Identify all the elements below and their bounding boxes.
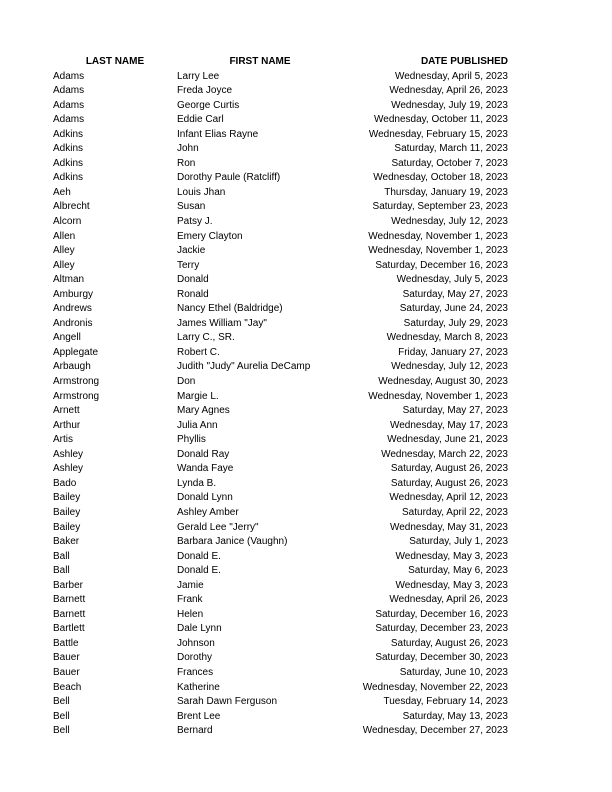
date-published-cell: Wednesday, May 31, 2023 <box>389 521 508 533</box>
date-published-cell: Saturday, July 1, 2023 <box>409 536 508 548</box>
date-published-cell: Wednesday, July 12, 2023 <box>391 361 508 373</box>
last-name-cell: Ashley <box>53 463 84 475</box>
last-name-cell: Bartlett <box>53 623 85 635</box>
first-name-column-header: FIRST NAME <box>229 56 291 67</box>
last-name-cell: Altman <box>53 274 85 286</box>
first-name-cell: Donald E. <box>177 565 221 577</box>
last-name-cell: Artis <box>53 434 73 446</box>
table-row <box>53 244 508 259</box>
last-name-cell: Alcorn <box>53 216 82 228</box>
date-published-column-header: DATE PUBLISHED <box>420 56 508 67</box>
date-published-cell: Thursday, January 19, 2023 <box>384 186 508 198</box>
date-published-cell: Wednesday, April 5, 2023 <box>394 70 508 82</box>
date-published-cell: Saturday, July 29, 2023 <box>403 317 508 329</box>
table-row <box>53 681 508 696</box>
date-published-cell: Wednesday, April 26, 2023 <box>389 85 508 97</box>
first-name-cell: Julia Ann <box>177 419 218 431</box>
first-name-cell: Johnson <box>177 637 215 649</box>
first-name-cell: Phyllis <box>177 434 206 446</box>
first-name-cell: John <box>177 143 199 155</box>
first-name-cell: Katherine <box>177 681 220 693</box>
date-published-cell: Wednesday, August 30, 2023 <box>378 376 508 388</box>
first-name-cell: Dorothy <box>177 652 213 664</box>
first-name-cell: Emery Clayton <box>177 230 243 242</box>
last-name-cell: Angell <box>53 332 81 344</box>
last-name-cell: Allen <box>53 230 76 242</box>
last-name-cell: Adams <box>53 85 85 97</box>
table-row <box>53 651 508 666</box>
first-name-cell: Eddie Carl <box>177 114 224 126</box>
date-published-cell: Saturday, September 23, 2023 <box>372 201 508 213</box>
first-name-cell: Bernard <box>177 725 213 737</box>
table-row <box>53 128 508 143</box>
table-row <box>53 521 508 536</box>
date-published-cell: Wednesday, July 5, 2023 <box>396 274 508 286</box>
table-row <box>53 215 508 230</box>
last-name-cell: Arnett <box>53 405 80 417</box>
first-name-cell: Margie L. <box>177 390 219 402</box>
date-published-cell: Saturday, August 26, 2023 <box>390 477 508 489</box>
table-row <box>53 346 508 361</box>
table-row <box>53 404 508 419</box>
table-row <box>53 637 508 652</box>
last-name-cell: Amburgy <box>53 288 94 300</box>
table-row <box>53 724 508 739</box>
first-name-cell: Brent Lee <box>177 710 221 722</box>
first-name-cell: Ashley Amber <box>177 506 239 518</box>
date-published-cell: Wednesday, April 12, 2023 <box>389 492 508 504</box>
first-name-cell: Judith "Judy" Aurelia DeCamp <box>177 361 311 373</box>
table-row <box>53 506 508 521</box>
date-published-cell: Wednesday, July 19, 2023 <box>391 99 508 111</box>
table-row <box>53 70 508 85</box>
last-name-cell: Andrews <box>53 303 92 315</box>
first-name-cell: Donald E. <box>177 550 221 562</box>
table-row <box>53 331 508 346</box>
date-published-cell: Wednesday, April 26, 2023 <box>389 594 508 606</box>
date-published-cell: Wednesday, December 27, 2023 <box>362 725 508 737</box>
first-name-cell: Barbara Janice (Vaughn) <box>177 536 288 548</box>
date-published-cell: Wednesday, October 11, 2023 <box>374 114 508 126</box>
first-name-cell: Larry Lee <box>177 70 220 82</box>
last-name-cell: Bauer <box>53 666 80 678</box>
date-published-cell: Saturday, June 10, 2023 <box>399 666 508 678</box>
first-name-cell: Ron <box>177 157 196 169</box>
table-row <box>53 142 508 157</box>
date-published-cell: Saturday, December 16, 2023 <box>375 259 508 271</box>
date-published-cell: Wednesday, May 17, 2023 <box>389 419 508 431</box>
table-row <box>53 302 508 317</box>
table-row <box>53 622 508 637</box>
last-name-cell: Bell <box>53 696 70 708</box>
first-name-cell: Don <box>177 376 196 388</box>
date-published-cell: Saturday, December 30, 2023 <box>375 652 508 664</box>
first-name-cell: Helen <box>177 608 204 620</box>
first-name-cell: George Curtis <box>177 99 240 111</box>
first-name-cell: Patsy J. <box>177 216 213 228</box>
first-name-cell: Susan <box>177 201 206 213</box>
last-name-cell: Ball <box>53 550 70 562</box>
last-name-cell: Barnett <box>53 608 86 620</box>
last-name-cell: Adams <box>53 70 85 82</box>
last-name-cell: Bado <box>53 477 77 489</box>
date-published-cell: Saturday, May 6, 2023 <box>408 565 508 577</box>
date-published-cell: Wednesday, March 22, 2023 <box>381 448 508 460</box>
last-name-cell: Alley <box>53 259 75 271</box>
table-row <box>53 695 508 710</box>
first-name-cell: Frances <box>177 666 214 678</box>
date-published-cell: Friday, January 27, 2023 <box>398 346 508 358</box>
table-row <box>53 259 508 274</box>
table-row <box>53 710 508 725</box>
date-published-cell: Saturday, December 16, 2023 <box>375 608 508 620</box>
table-row <box>53 462 508 477</box>
table-body <box>53 70 508 739</box>
last-name-cell: Armstrong <box>53 390 100 402</box>
first-name-cell: Donald <box>177 274 209 286</box>
last-name-cell: Adkins <box>53 128 84 140</box>
table-row <box>53 273 508 288</box>
table-row <box>53 390 508 405</box>
date-published-cell: Wednesday, May 3, 2023 <box>395 579 508 591</box>
table-row <box>53 579 508 594</box>
table-row <box>53 157 508 172</box>
published-names-table <box>53 55 508 739</box>
date-published-cell: Wednesday, March 8, 2023 <box>386 332 508 344</box>
last-name-cell: Bell <box>53 710 70 722</box>
first-name-cell: Mary Agnes <box>177 405 230 417</box>
last-name-cell: Adkins <box>53 143 84 155</box>
first-name-cell: Robert C. <box>177 346 220 358</box>
table-row <box>53 433 508 448</box>
last-name-cell: Arthur <box>53 419 81 431</box>
first-name-cell: Larry C., SR. <box>177 332 235 344</box>
date-published-cell: Tuesday, February 14, 2023 <box>383 696 508 708</box>
last-name-cell: Ashley <box>53 448 84 460</box>
last-name-cell: Ball <box>53 565 70 577</box>
table-row <box>53 564 508 579</box>
first-name-cell: Gerald Lee "Jerry" <box>177 521 259 533</box>
last-name-cell: Bauer <box>53 652 80 664</box>
date-published-cell: Wednesday, November 1, 2023 <box>368 390 508 402</box>
last-name-cell: Baker <box>53 536 80 548</box>
first-name-cell: Dale Lynn <box>177 623 222 635</box>
first-name-cell: Nancy Ethel (Baldridge) <box>177 303 283 315</box>
last-name-cell: Battle <box>53 637 79 649</box>
table-row <box>53 288 508 303</box>
date-published-cell: Wednesday, October 18, 2023 <box>373 172 508 184</box>
first-name-cell: Sarah Dawn Ferguson <box>177 696 278 708</box>
last-name-cell: Barber <box>53 579 84 591</box>
table-row <box>53 200 508 215</box>
table-row <box>53 666 508 681</box>
last-name-cell: Barnett <box>53 594 86 606</box>
last-name-cell: Andronis <box>53 317 93 329</box>
date-published-cell: Wednesday, February 15, 2023 <box>368 128 508 140</box>
table-row <box>53 113 508 128</box>
table-row <box>53 477 508 492</box>
table-row <box>53 419 508 434</box>
last-name-cell: Alley <box>53 245 75 257</box>
last-name-cell: Applegate <box>53 346 99 358</box>
table-row <box>53 230 508 245</box>
last-name-column-header: LAST NAME <box>85 56 145 67</box>
date-published-cell: Saturday, December 23, 2023 <box>375 623 508 635</box>
last-name-cell: Adams <box>53 114 85 126</box>
first-name-cell: Infant Elias Rayne <box>177 128 259 140</box>
first-name-cell: Wanda Faye <box>177 463 234 475</box>
first-name-cell: Donald Ray <box>177 448 230 460</box>
last-name-cell: Bailey <box>53 492 81 504</box>
last-name-cell: Armstrong <box>53 376 100 388</box>
first-name-cell: Freda Joyce <box>177 85 233 97</box>
first-name-cell: Louis Jhan <box>177 186 226 198</box>
first-name-cell: James William "Jay" <box>177 317 267 329</box>
last-name-cell: Arbaugh <box>53 361 91 373</box>
table-row <box>53 99 508 114</box>
date-published-cell: Wednesday, November 22, 2023 <box>362 681 508 693</box>
table-row <box>53 448 508 463</box>
date-published-cell: Saturday, April 22, 2023 <box>402 506 508 518</box>
first-name-cell: Jamie <box>177 579 204 591</box>
date-published-cell: Saturday, August 26, 2023 <box>390 463 508 475</box>
last-name-cell: Bell <box>53 725 70 737</box>
date-published-cell: Saturday, May 27, 2023 <box>402 405 508 417</box>
first-name-cell: Donald Lynn <box>177 492 233 504</box>
last-name-cell: Bailey <box>53 506 81 518</box>
date-published-cell: Saturday, May 13, 2023 <box>402 710 508 722</box>
date-published-cell: Wednesday, May 3, 2023 <box>395 550 508 562</box>
last-name-cell: Adams <box>53 99 85 111</box>
date-published-cell: Wednesday, November 1, 2023 <box>368 245 508 257</box>
first-name-cell: Dorothy Paule (Ratcliff) <box>177 172 281 184</box>
table-row <box>53 317 508 332</box>
table-row <box>53 186 508 201</box>
table-row <box>53 550 508 565</box>
first-name-cell: Lynda B. <box>177 477 217 489</box>
date-published-cell: Wednesday, July 12, 2023 <box>391 216 508 228</box>
table-header-row <box>53 55 508 70</box>
first-name-cell: Jackie <box>177 245 206 257</box>
table-row <box>53 360 508 375</box>
date-published-cell: Saturday, May 27, 2023 <box>402 288 508 300</box>
date-published-cell: Wednesday, June 21, 2023 <box>387 434 508 446</box>
last-name-cell: Adkins <box>53 157 84 169</box>
table-row <box>53 608 508 623</box>
table-row <box>53 375 508 390</box>
table-row <box>53 171 508 186</box>
last-name-cell: Beach <box>53 681 82 693</box>
last-name-cell: Aeh <box>53 186 71 198</box>
last-name-cell: Adkins <box>53 172 84 184</box>
date-published-cell: Saturday, August 26, 2023 <box>390 637 508 649</box>
date-published-cell: Wednesday, November 1, 2023 <box>368 230 508 242</box>
table-row <box>53 84 508 99</box>
last-name-cell: Bailey <box>53 521 81 533</box>
date-published-cell: Saturday, October 7, 2023 <box>391 157 508 169</box>
table-row <box>53 535 508 550</box>
date-published-cell: Saturday, June 24, 2023 <box>399 303 508 315</box>
first-name-cell: Terry <box>177 259 200 271</box>
last-name-cell: Albrecht <box>53 201 90 213</box>
table-row <box>53 593 508 608</box>
first-name-cell: Frank <box>177 594 203 606</box>
first-name-cell: Ronald <box>177 288 209 300</box>
date-published-cell: Saturday, March 11, 2023 <box>394 143 508 155</box>
table-row <box>53 491 508 506</box>
